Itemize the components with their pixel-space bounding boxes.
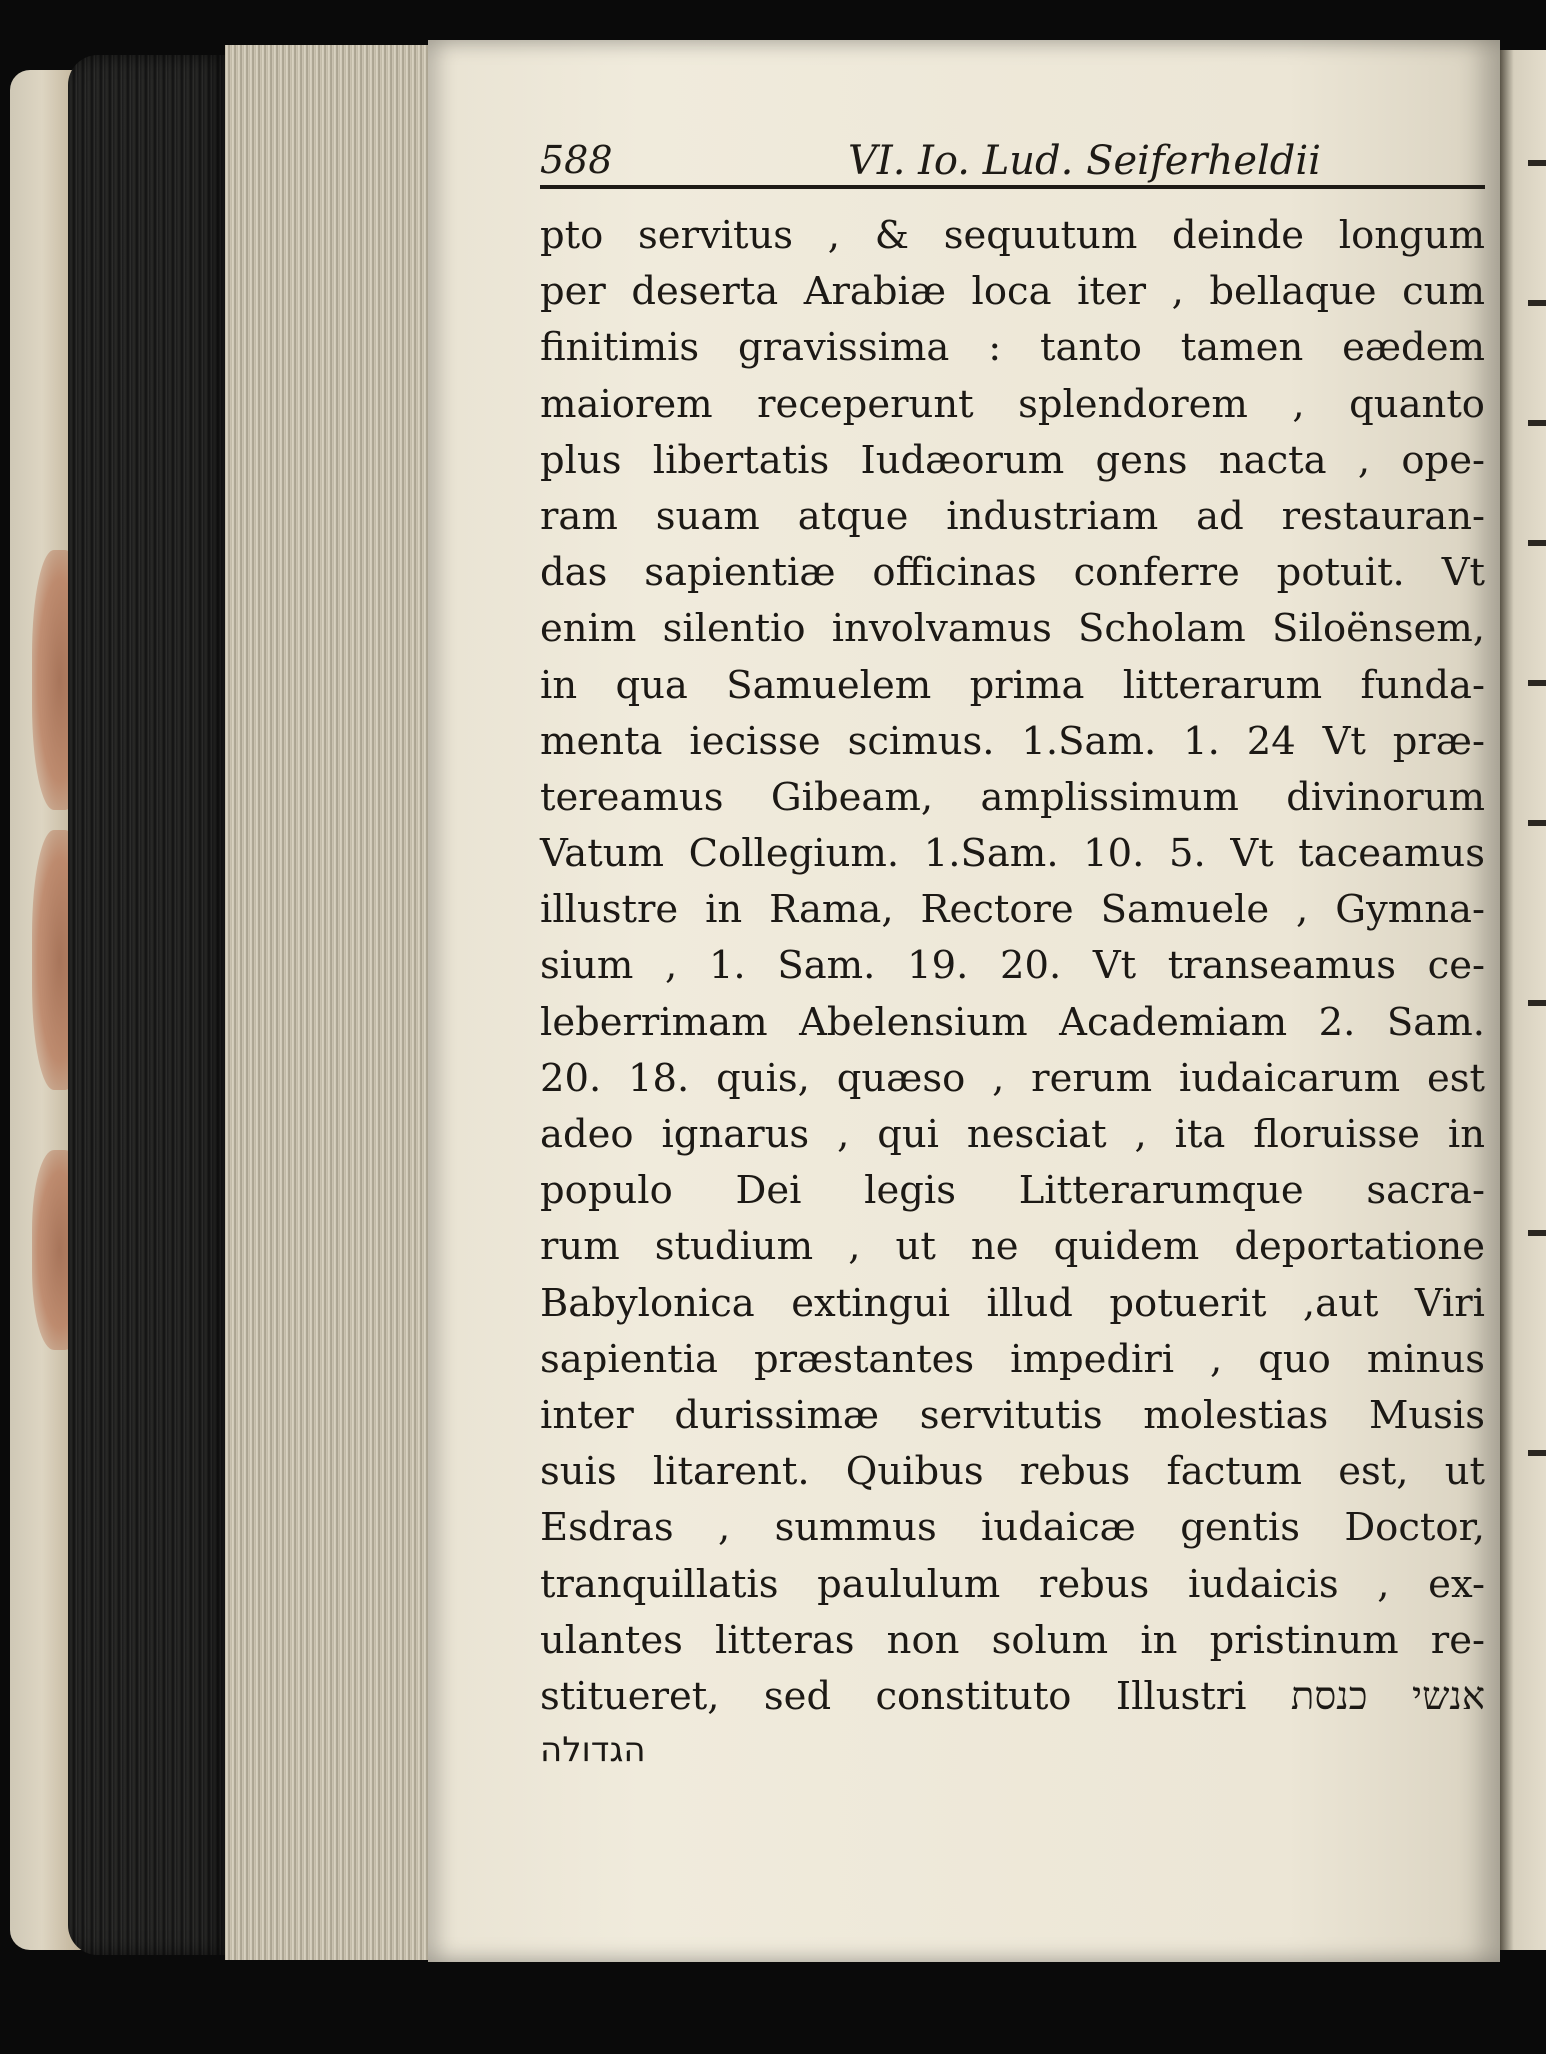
adjacent-text-fragment: [1528, 160, 1546, 166]
text-line: plus libertatis Iudæorum gens nacta , ope-: [540, 437, 1485, 483]
text-line: maiorem receperunt splendorem , quanto: [540, 381, 1485, 427]
text-line: sapientia præstantes impediri , quo minus: [540, 1336, 1485, 1382]
text-line: tranquillatis paululum rebus iudaicis , ex-: [540, 1561, 1485, 1607]
text-line: in qua Samuelem prima litterarum funda-: [540, 662, 1485, 708]
text-line: das sapientiæ officinas conferre potuit. Vt: [540, 550, 1485, 596]
text-line: pto servitus , & sequutum deinde longum: [540, 213, 1485, 258]
adjacent-text-fragment: [1528, 1230, 1546, 1236]
text-line: tereamus Gibeam, amplissimum divinorum: [540, 774, 1485, 820]
text-line: sium , 1. Sam. 19. 20. Vt transeamus ce-: [540, 943, 1485, 989]
adjacent-text-fragment: [1528, 540, 1546, 546]
text-line: menta iecisse scimus. 1.Sam. 1. 24 Vt præ-: [540, 718, 1485, 764]
book-fore-edge: [68, 55, 228, 1955]
text-line: Esdras , summus iudaicæ gentis Doctor,: [540, 1505, 1485, 1551]
text-line: suis litarent. Quibus rebus factum est, ut: [540, 1449, 1485, 1495]
adjacent-text-fragment: [1528, 1450, 1546, 1456]
text-line: ram suam atque industriam ad restauran-: [540, 493, 1485, 539]
catchword: הגדולה: [540, 1730, 646, 1770]
text-line: 20. 18. quis, quæso , rerum iudaicarum est: [540, 1055, 1485, 1101]
body-text: [540, 208, 1485, 1725]
page-stack-edges: [225, 45, 430, 1960]
adjacent-text-fragment: [1528, 1000, 1546, 1006]
text-line: Vatum Collegium. 1.Sam. 10. 5. Vt taceamus: [540, 831, 1485, 877]
book-page: [428, 40, 1500, 1962]
running-title: VI. Io. Lud. Seiferheldii: [848, 138, 1321, 184]
text-line: populo Dei legis Litterarumque sacra-: [540, 1168, 1485, 1214]
adjacent-text-fragment: [1528, 680, 1546, 686]
text-line: finitimis gravissima : tanto tamen eædem: [540, 325, 1485, 371]
header-rule: [540, 185, 1485, 189]
adjacent-text-fragment: [1528, 300, 1546, 306]
text-line: rum studium , ut ne quidem deportatione: [540, 1224, 1485, 1270]
page-number: 588: [540, 138, 613, 182]
text-line: ulantes litteras non solum in pristinum re-: [540, 1617, 1485, 1663]
text-line: enim silentio involvamus Scholam Siloënsem,: [540, 606, 1485, 652]
text-line: illustre in Rama, Rectore Samuele , Gymna-: [540, 887, 1485, 933]
text-line: stitueret, sed constituto Illustri אנשי כנסת: [540, 1673, 1485, 1719]
text-line: inter durissimæ servitutis molestias Musis: [540, 1392, 1485, 1438]
adjacent-text-fragment: [1528, 420, 1546, 426]
text-line: Babylonica extingui illud potuerit ,aut Viri: [540, 1280, 1485, 1326]
adjacent-text-fragment: [1528, 820, 1546, 826]
text-line: leberrimam Abelensium Academiam 2. Sam.: [540, 999, 1485, 1045]
text-line: adeo ignarus , qui nesciat , ita floruisse in: [540, 1112, 1485, 1157]
text-line: per deserta Arabiæ loca iter , bellaque cum: [540, 269, 1485, 315]
